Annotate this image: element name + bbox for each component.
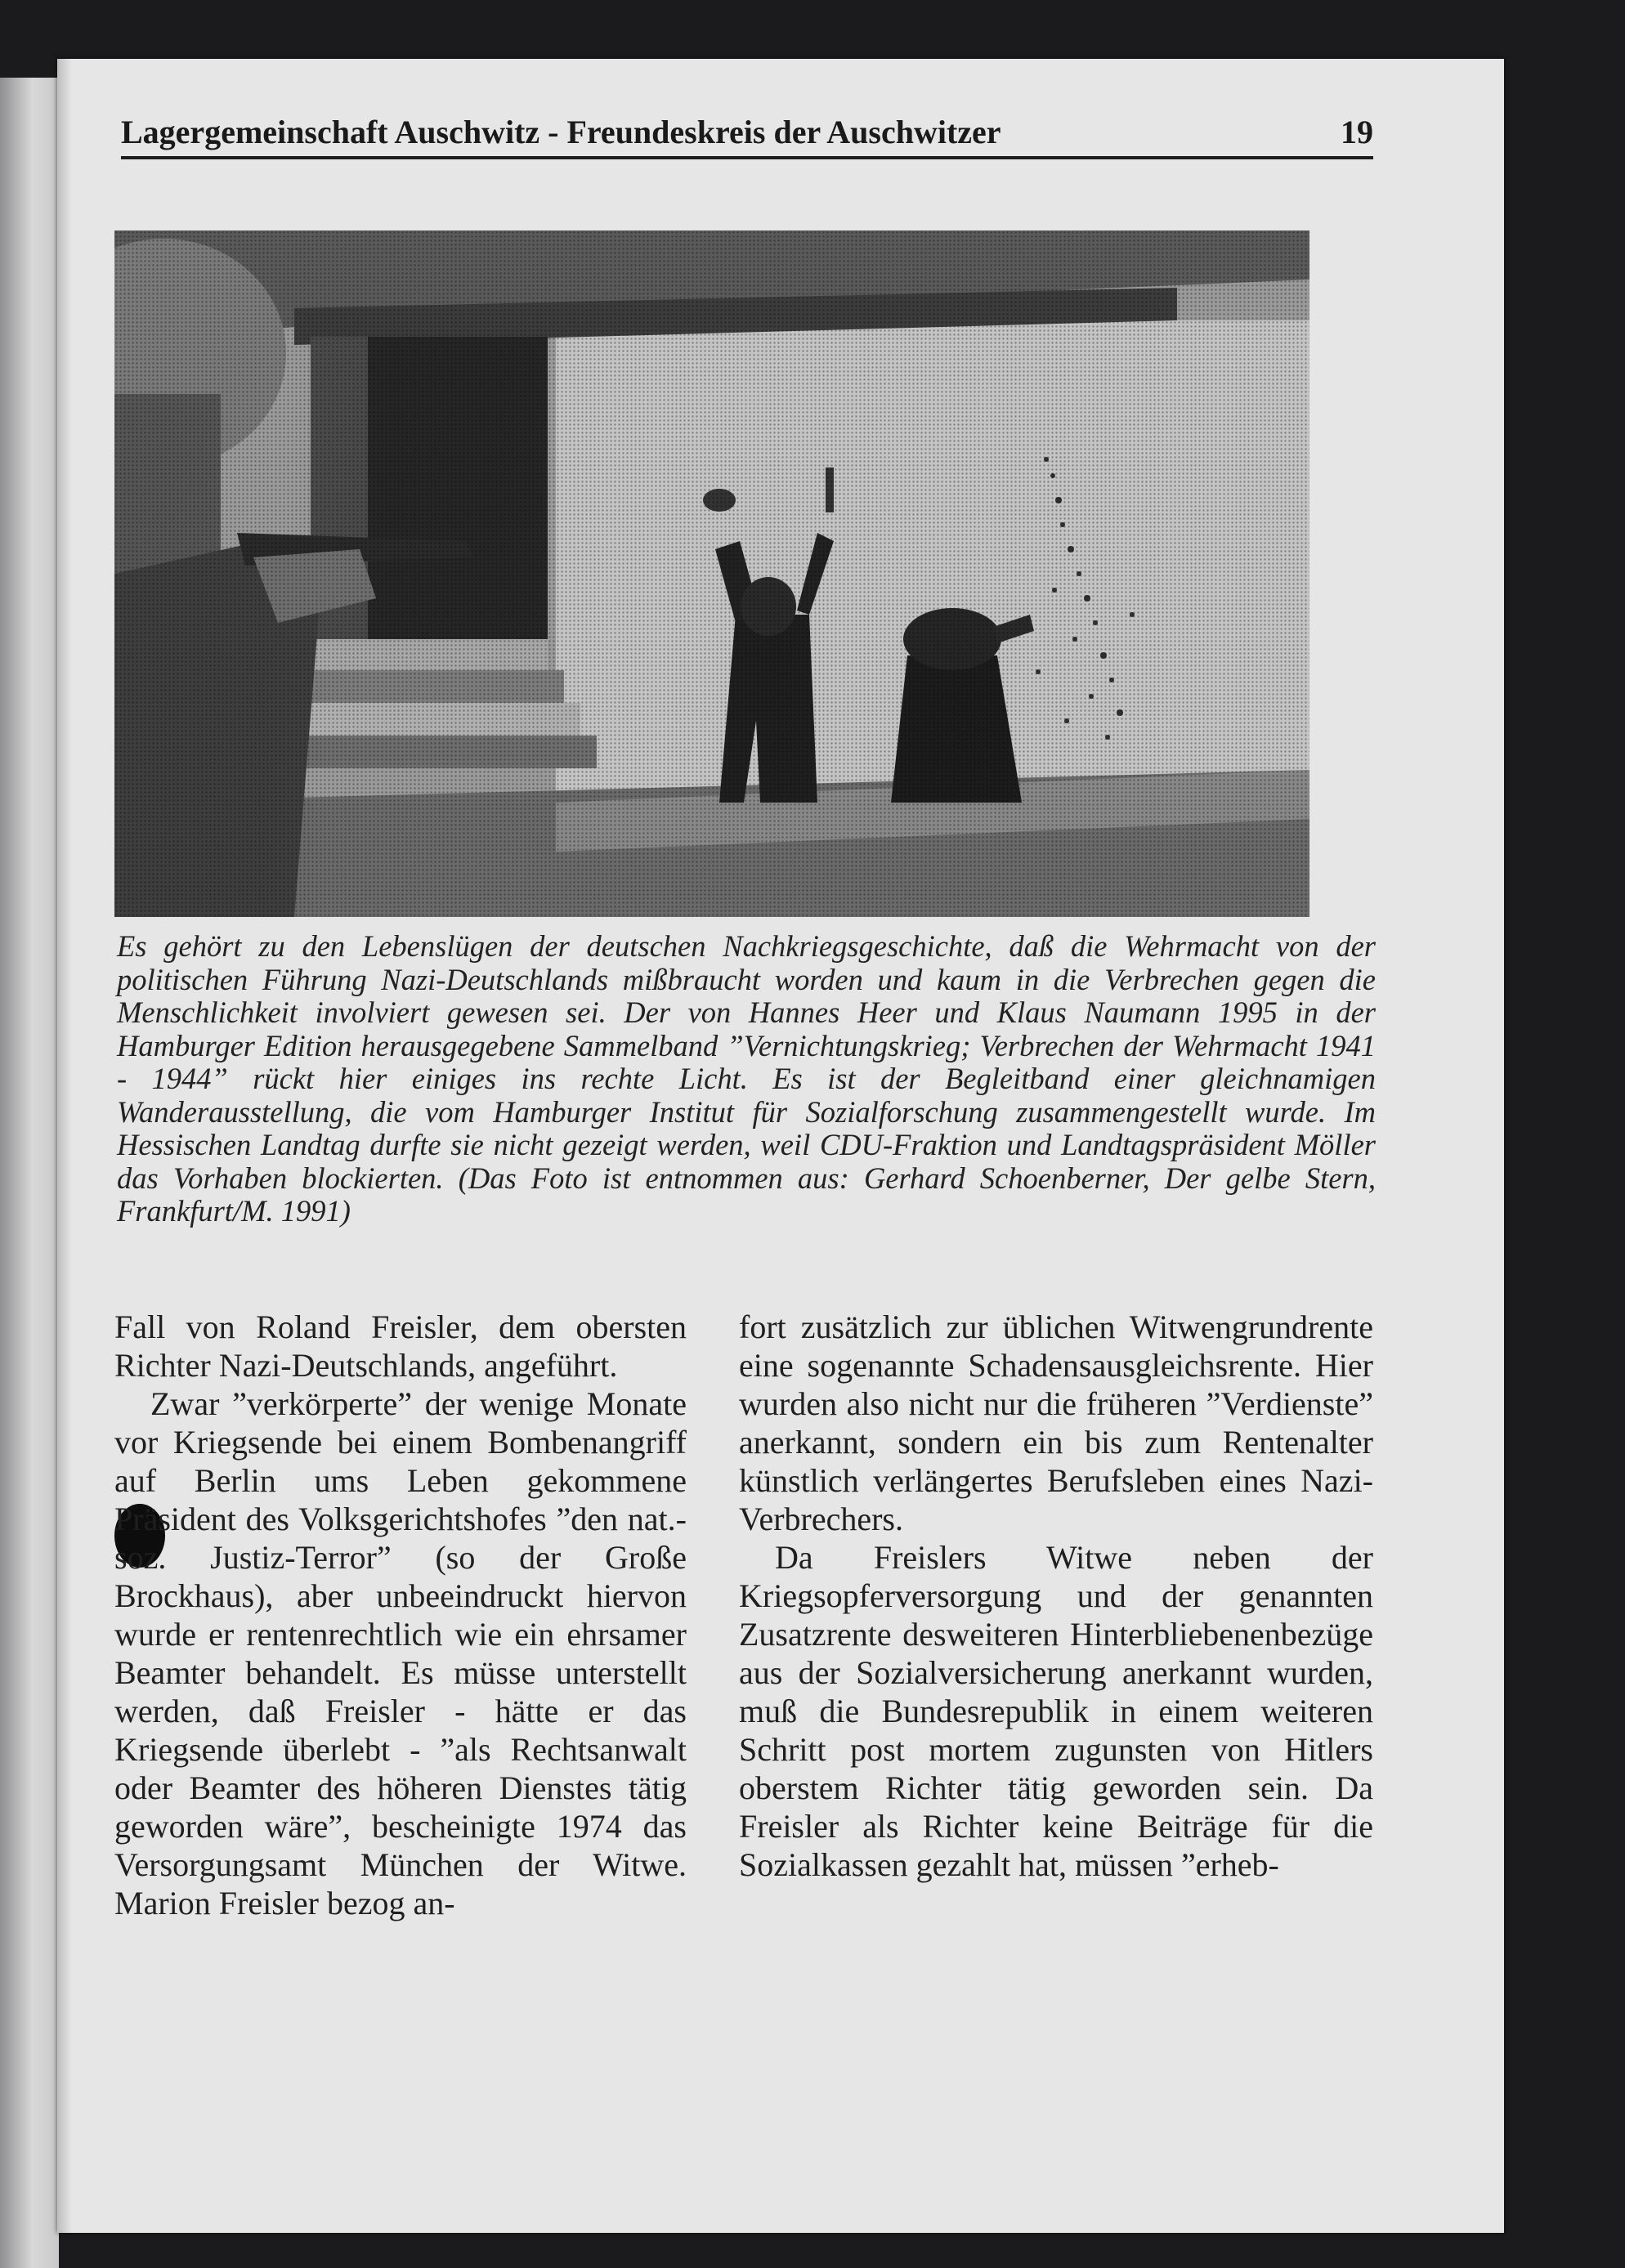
header-title: Lagergemeinschaft Auschwitz - Freundeskreis der Auschwitzer [121, 114, 1001, 150]
adjacent-page-edge [0, 78, 59, 2268]
running-header [121, 110, 1373, 159]
paragraph: Fall von Roland Freisler, dem obersten Richter Nazi-Deutschlands, angeführt. [114, 1308, 687, 1384]
paragraph: Zwar ”verkörperte” der wenige Monate vor Kriegsende bei einem Bombenangriff auf Berlin ums Leben gekommene Präsident des Volksgerichtshofes ”den nat.-soz. Justiz-Terror” (so der Große Brockhaus), aber unbeeindruckt hiervon wurde er rentenrechtlich wie ein ehrsamer Beamter behandelt. Es müsse unterstellt werden, daß Freisler - hätte er das Kriegsende überlebt - ”als Rechtsanwalt oder Beamter des höheren Dienstes tätig geworden wäre”, bescheinigte 1974 das Versorgungsamt München der Witwe. Marion Freisler bezog an- [114, 1385, 687, 1921]
page-gutter [57, 59, 72, 2233]
body-column-left [114, 1308, 687, 1922]
paragraph: fort zusätzlich zur üblichen Witwengrundrente eine sogenannte Schadensausgleichsrente. Hier wurden also nicht nur die früheren ”Verdienste” anerkannt, sondern ein bis zum Rentenalter künstlich verlängertes Berufsleben eines Nazi-Verbrechers. [739, 1308, 1373, 1537]
page-number: 19 [1341, 114, 1373, 150]
body-column-right [739, 1308, 1373, 1884]
photo-caption: Es gehört zu den Lebenslügen der deutschen Nachkriegsgeschichte, daß die Wehrmacht von der politischen Führung Nazi-Deutschlands mißbraucht worden und kaum in die Verbrechen gegen die Menschlichkeit involviert gewesen sei. Der von Hannes Heer und Klaus Naumann 1995 in der Hamburger Edition herausgegebene Sammelband ”Vernichtungskrieg; Verbrechen der Wehrmacht 1941 - 1944” rückt hier einiges ins rechte Licht. Es ist der Begleitband einer gleichnamigen Wanderausstellung, die vom Hamburger Institut für Sozialforschung zusammengestellt wurde. Im Hessischen Landtag durfte sie nicht gezeigt werden, weil CDU-Fraktion und Landtagspräsident Möller das Vorhaben blockierten. (Das Foto ist entnommen aus: Gerhard Schoenberner, Der gelbe Stern, Frankfurt/M. 1991) [117, 929, 1376, 1228]
paragraph: Da Freislers Witwe neben der Kriegsopferversorgung und der genannten Zusatzrente desweiteren Hinterbliebenenbezüge aus der Sozialversicherung anerkannt wurden, muß die Bundesrepublik in einem weiteren Schritt post mortem zugunsten von Hitlers oberstem Richter tätig geworden sein. Da Freisler als Richter keine Beiträge für die Sozialkassen gezahlt hat, müssen ”erheb- [739, 1539, 1373, 1883]
historical-photo [114, 230, 1309, 917]
